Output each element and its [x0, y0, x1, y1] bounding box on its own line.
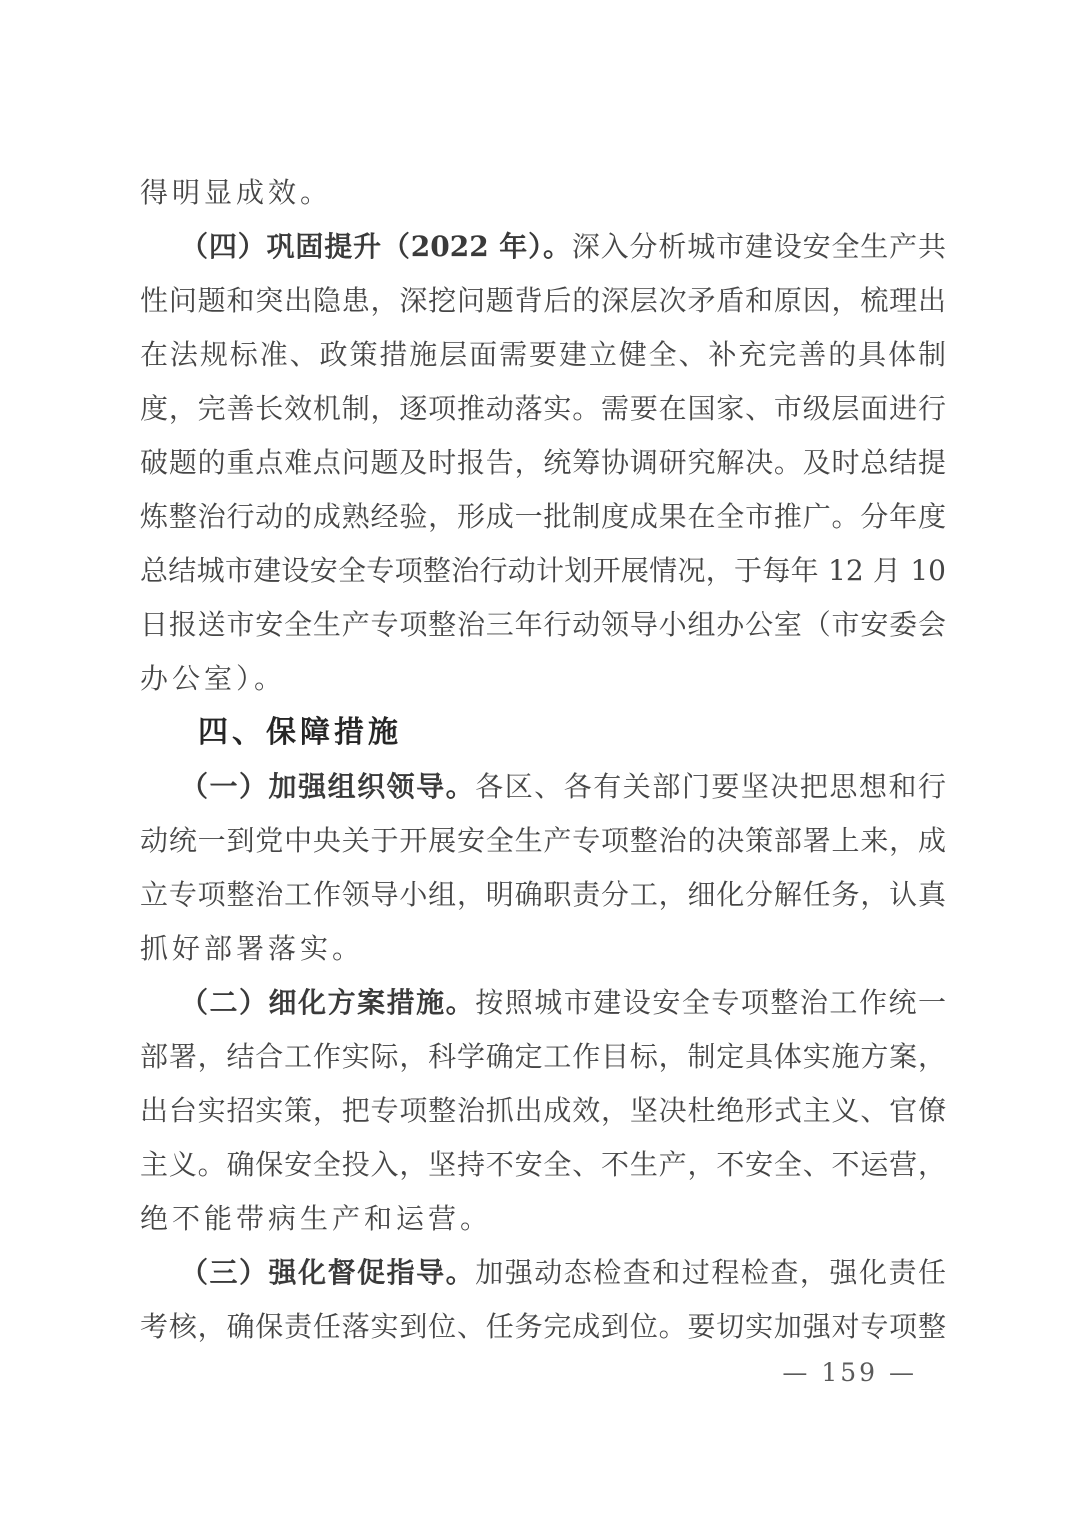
- section-heading-text: [140, 706, 946, 760]
- line-text: 办公室）。: [140, 662, 287, 695]
- text-line: [140, 490, 946, 544]
- text-line: [140, 220, 946, 274]
- text-line: [140, 814, 946, 868]
- page-number: — 159 —: [782, 1358, 917, 1387]
- line-text: 按照城市建设安全专项整治工作统一: [475, 986, 946, 1019]
- text-line: [140, 1192, 946, 1246]
- line-text: 度，完善长效机制，逐项推动落实。需要在国家、市级层面进行: [140, 392, 946, 425]
- text-line: [140, 544, 946, 598]
- line-text: 部署，结合工作实际，科学确定工作目标，制定具体实施方案，: [140, 1040, 946, 1073]
- paragraph-item-2: [140, 976, 946, 1246]
- line-text: 动统一到党中央关于开展安全生产专项整治的决策部署上来，成: [140, 824, 946, 857]
- paragraph-item-4: [140, 220, 946, 706]
- line-text: 在法规标准、政策措施层面需要建立健全、补充完善的具体制: [140, 338, 946, 371]
- line-text: 炼整治行动的成熟经验，形成一批制度成果在全市推广。分年度: [140, 500, 946, 533]
- line-text: 破题的重点难点问题及时报告，统筹协调研究解决。及时总结提: [140, 446, 946, 479]
- paragraph-lead: （四）巩固提升（2022 年）。: [180, 230, 572, 263]
- paragraph-lead: （三）强化督促指导。: [180, 1256, 476, 1289]
- text-line: [140, 760, 946, 814]
- line-text: 日报送市安全生产专项整治三年行动领导小组办公室（市安委会: [140, 608, 946, 641]
- paragraph-item-1: [140, 760, 946, 976]
- text-line: [140, 1300, 946, 1354]
- line-text: 绝不能带病生产和运营。: [140, 1202, 493, 1235]
- text-line: [140, 382, 946, 436]
- text-line: [140, 976, 946, 1030]
- paragraph-continuation: [140, 166, 946, 220]
- line-text: 性问题和突出隐患，深挖问题背后的深层次矛盾和原因，梳理出: [140, 284, 946, 317]
- line-text: 主义。确保安全投入，坚持不安全、不生产，不安全、不运营，: [140, 1148, 946, 1181]
- line-text: 立专项整治工作领导小组，明确职责分工，细化分解任务，认真: [140, 878, 946, 911]
- line-text: 深入分析城市建设安全生产共: [571, 230, 946, 263]
- text-line: [140, 1246, 946, 1300]
- paragraph-lead: （二）细化方案措施。: [180, 986, 476, 1019]
- line-text: 考核，确保责任落实到位、任务完成到位。要切实加强对专项整: [140, 1310, 946, 1343]
- line-text: 四、保障措施: [198, 715, 402, 750]
- paragraph-item-3: [140, 1246, 946, 1354]
- text-line: [140, 922, 946, 976]
- text-line: [140, 166, 946, 220]
- document-body: [140, 166, 946, 1354]
- text-line: [140, 1084, 946, 1138]
- text-line: [140, 274, 946, 328]
- text-line: [140, 328, 946, 382]
- text-line: [140, 652, 946, 706]
- line-text: 各区、各有关部门要坚决把思想和行: [475, 770, 946, 803]
- text-line: [140, 1030, 946, 1084]
- line-text: 出台实招实策，把专项整治抓出成效，坚决杜绝形式主义、官僚: [140, 1094, 946, 1127]
- section-heading-4: [140, 706, 946, 760]
- text-line: [140, 1138, 946, 1192]
- paragraph-lead: （一）加强组织领导。: [180, 770, 476, 803]
- text-line: [140, 598, 946, 652]
- line-text: 总结城市建设安全专项整治行动计划开展情况，于每年 12 月 10: [140, 554, 946, 587]
- line-text: 抓好部署落实。: [140, 932, 365, 965]
- text-line: [140, 868, 946, 922]
- line-text: 得明显成效。: [140, 176, 333, 209]
- line-text: 加强动态检查和过程检查，强化责任: [475, 1256, 946, 1289]
- text-line: [140, 436, 946, 490]
